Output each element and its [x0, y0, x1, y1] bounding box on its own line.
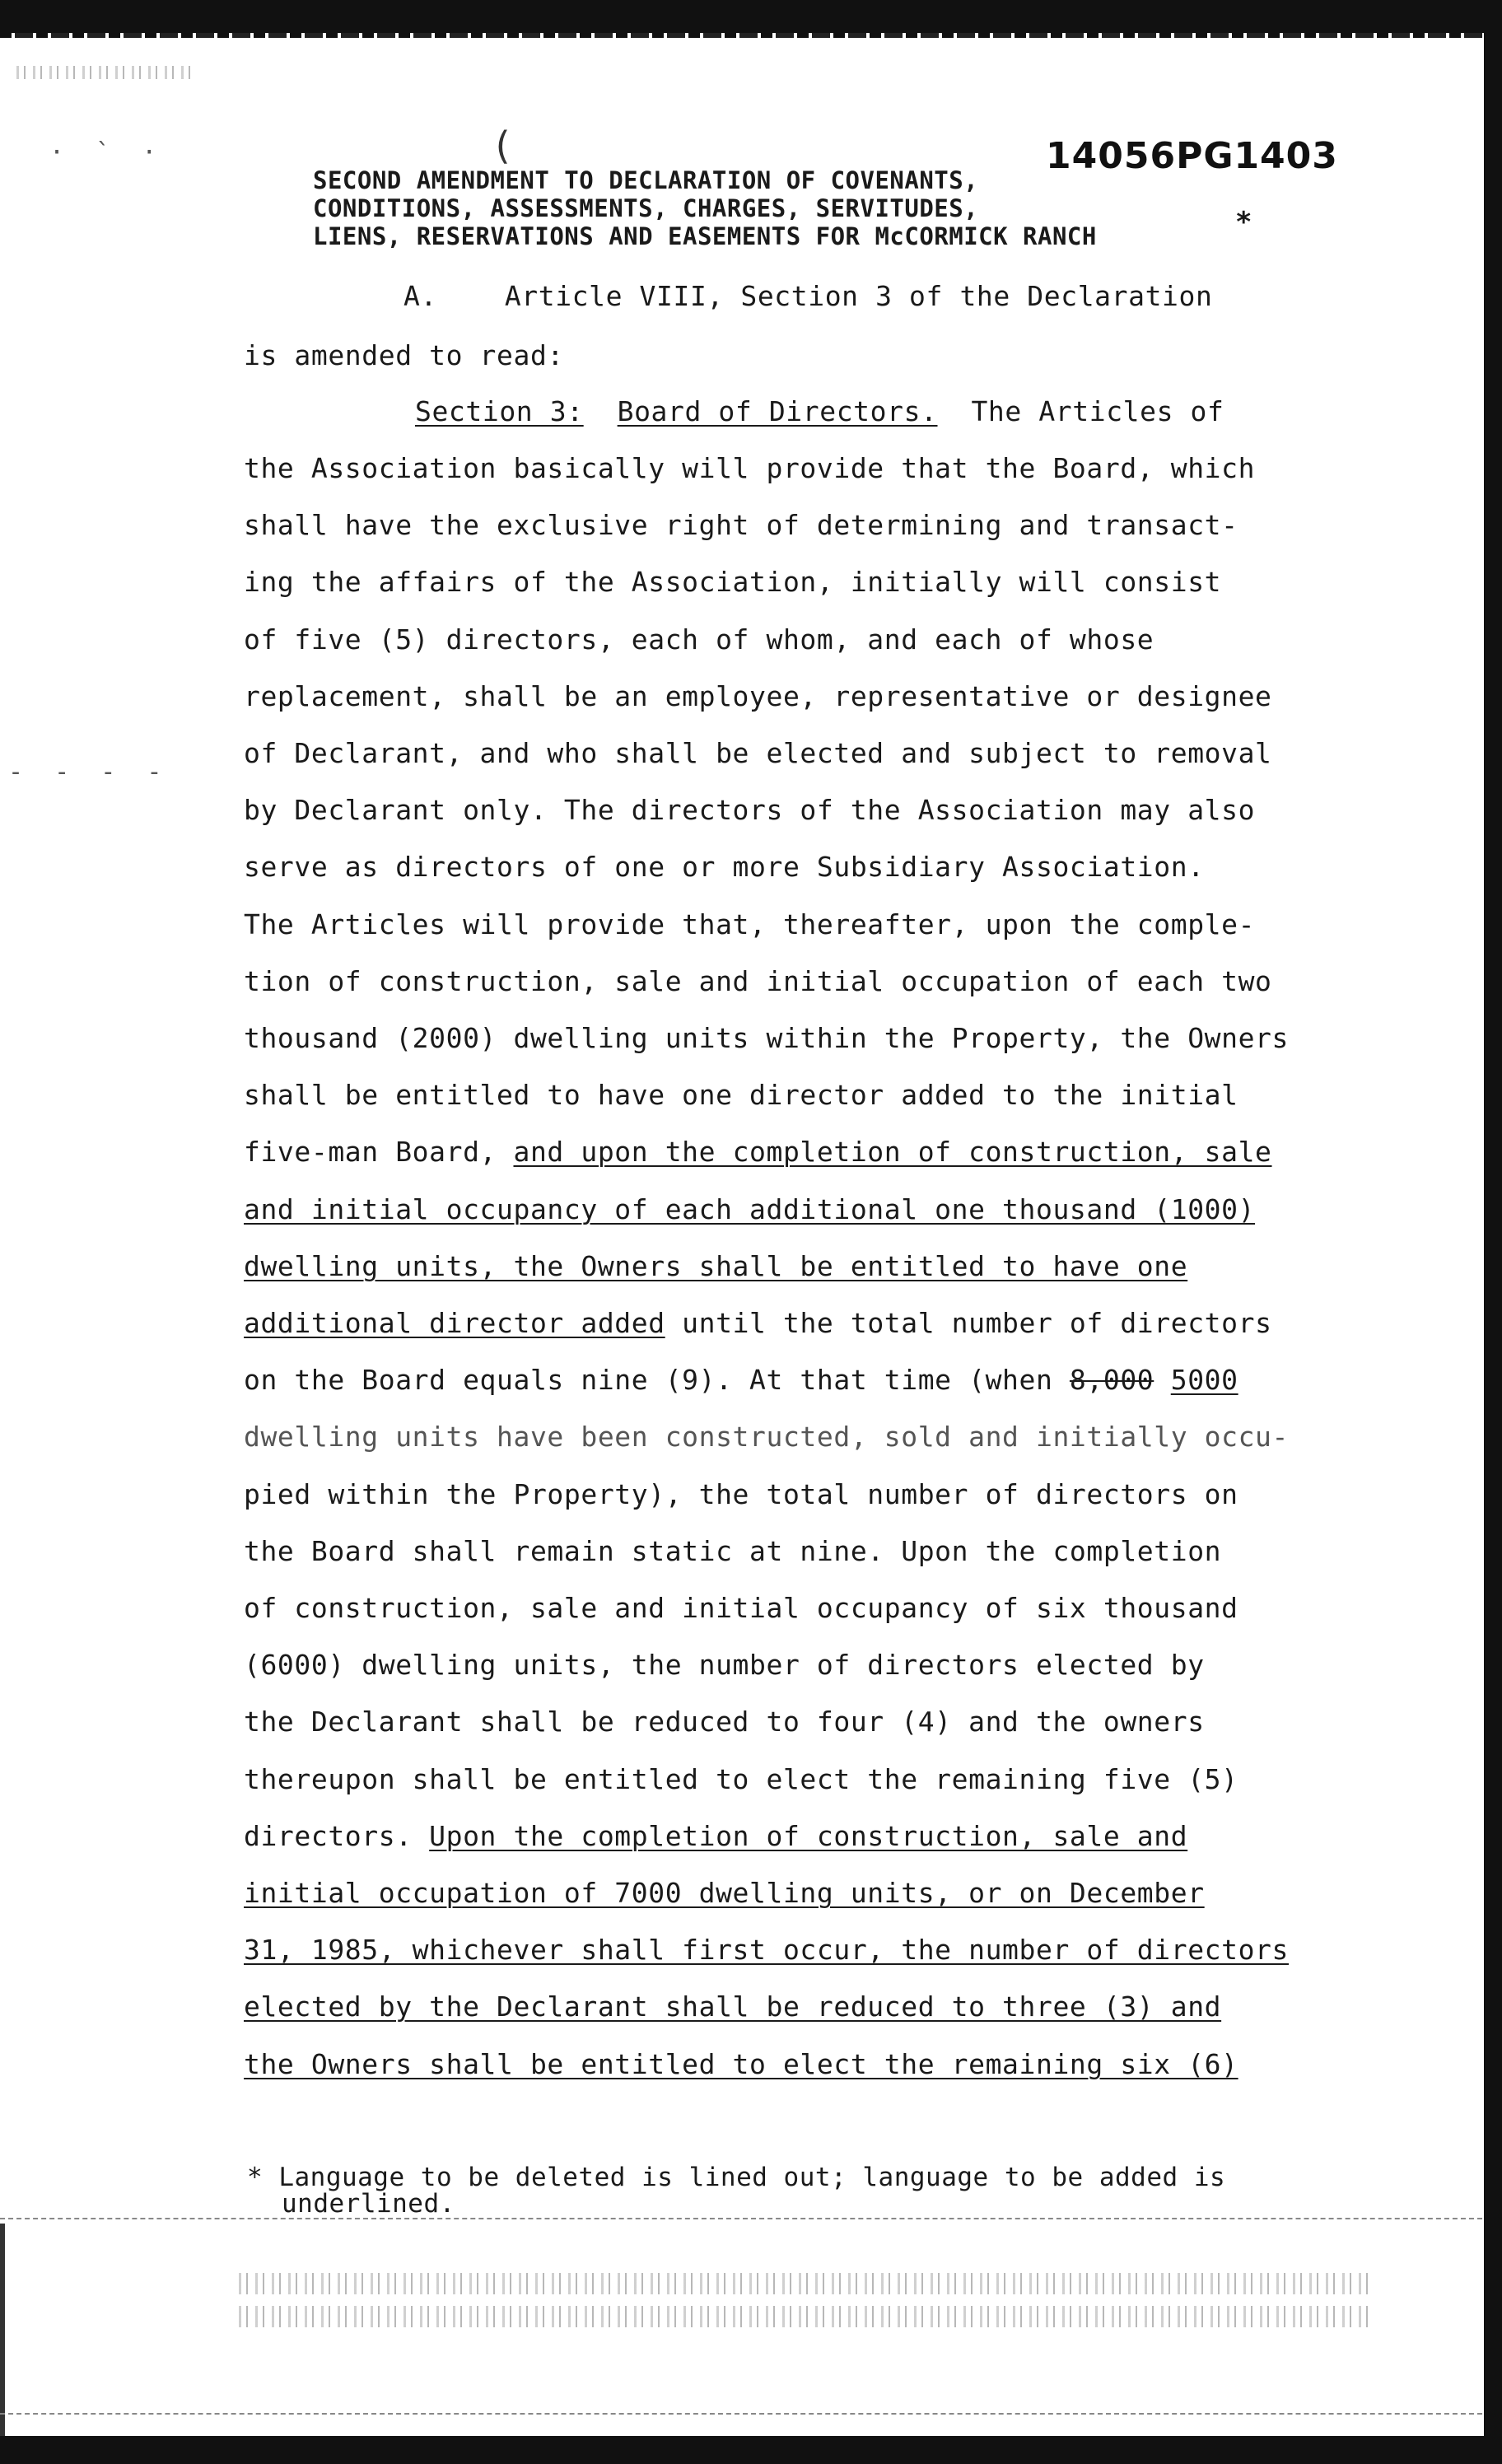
paragraph-a-text: Article VIII, Section 3 of the Declaration: [504, 280, 1213, 312]
section-line: [244, 737, 1380, 770]
text-run: the Declarant shall be reduced to four (4) and the owners: [244, 1706, 1205, 1738]
text-run: Upon the completion of construction, sale and: [429, 1820, 1188, 1852]
title-line: CONDITIONS, ASSESSMENTS, CHARGES, SERVITUDES,: [313, 194, 979, 222]
document-number: 14056PG1403: [1046, 135, 1338, 177]
section-line: [244, 1136, 1380, 1169]
scan-dashed-line: [0, 2218, 1482, 2219]
section-line: [244, 1535, 1380, 1568]
title-line: LIENS, RESERVATIONS AND EASEMENTS FOR McCORMICK RANCH: [313, 222, 1097, 250]
section-line: [244, 509, 1380, 542]
text-run: dwelling units, the Owners shall be entitled to have one: [244, 1250, 1188, 1282]
section-line: [244, 1877, 1380, 1910]
text-run: of five (5) directors, each of whom, and each of whose: [244, 623, 1154, 656]
section-heading-title: Board of Directors.: [617, 395, 938, 427]
text-run: until the total number of directors: [665, 1307, 1272, 1339]
section-line: [244, 1820, 1380, 1853]
margin-mark: - - - -: [8, 758, 170, 786]
section-line: [244, 1934, 1380, 1967]
text-run: tion of construction, sale and initial occupation of each two: [244, 965, 1272, 997]
section-line: [244, 851, 1380, 884]
section-line: [244, 1763, 1380, 1796]
title-asterisk: *: [1235, 206, 1252, 239]
scan-border-top: [0, 0, 1502, 38]
section-line: [244, 1079, 1380, 1112]
paragraph-a-line: [403, 280, 1502, 313]
section-line: [244, 1706, 1380, 1738]
text-run: The Articles of: [971, 395, 1224, 427]
footnote: [247, 2164, 1350, 2217]
text-run: thousand (2000) dwelling units within the Property, the Owners: [244, 1022, 1289, 1054]
text-run: elected by the Declarant shall be reduced to three (3) and: [244, 1990, 1222, 2023]
text-run: of Declarant, and who shall be elected and subject to removal: [244, 737, 1272, 769]
scan-dashed-line: [0, 2413, 1482, 2415]
footnote-line: * Language to be deleted is lined out; language to be added is: [247, 2163, 1226, 2192]
text-run: the Board shall remain static at nine. Upon the completion: [244, 1535, 1222, 1567]
text-run: five-man Board,: [244, 1136, 514, 1168]
text-run: [1154, 1364, 1170, 1396]
text-run: shall be entitled to have one director added to the initial: [244, 1079, 1238, 1111]
scan-speckle: [239, 2306, 1375, 2327]
text-run: 31, 1985, whichever shall first occur, the number of directors: [244, 1934, 1289, 1966]
text-run: dwelling units have been constructed, sold and initially occu-: [244, 1421, 1289, 1453]
section-line: [244, 1592, 1380, 1625]
section-line: [244, 1250, 1380, 1283]
text-run: additional director added: [244, 1307, 665, 1339]
section-line: [244, 1193, 1380, 1226]
title-line: SECOND AMENDMENT TO DECLARATION OF COVENANTS,: [313, 166, 979, 194]
text-run: by Declarant only. The directors of the Association may also: [244, 794, 1256, 826]
section-line: [244, 566, 1380, 599]
text-run: ing the affairs of the Association, initially will consist: [244, 566, 1222, 598]
paragraph-a-line: is amended to read:: [244, 339, 564, 371]
scan-border-bottom: [0, 2436, 1502, 2464]
section-line: [244, 680, 1380, 713]
text-run: and initial occupancy of each additional one thousand (1000): [244, 1193, 1256, 1225]
text-run: pied within the Property), the total number of directors on: [244, 1478, 1238, 1510]
paragraph-label: A.: [403, 280, 437, 312]
section-line: [244, 623, 1380, 656]
scan-border-left: [0, 2224, 5, 2464]
section-line: [244, 1364, 1380, 1397]
margin-mark: · ` ·: [49, 138, 166, 167]
section-line: [244, 1307, 1380, 1340]
section-line: [244, 965, 1380, 998]
paren-mark: (: [491, 124, 514, 168]
section-line: [244, 1022, 1380, 1055]
scan-speckle: [239, 2273, 1375, 2294]
document-title: [313, 166, 1260, 250]
section-line: [244, 452, 1380, 485]
section-line: [244, 1649, 1380, 1682]
text-run: the Owners shall be entitled to elect the remaining six (6): [244, 2048, 1238, 2080]
text-run: replacement, shall be an employee, representative or designee: [244, 680, 1272, 712]
section-line: [244, 2048, 1380, 2081]
section-line: [244, 908, 1380, 941]
text-run: 5000: [1170, 1364, 1238, 1396]
text-run: shall have the exclusive right of determining and transact-: [244, 509, 1238, 541]
section-line: [244, 1478, 1380, 1511]
section-line: [244, 1990, 1380, 2023]
text-run: thereupon shall be entitled to elect the remaining five (5): [244, 1763, 1238, 1795]
section-heading-line: [415, 395, 1502, 428]
section-line: [244, 1421, 1380, 1454]
text-run: serve as directors of one or more Subsidiary Association.: [244, 851, 1205, 883]
text-run: 8,000: [1069, 1364, 1154, 1396]
text-run: initial occupation of 7000 dwelling units, or on December: [244, 1877, 1205, 1909]
section-line: [244, 794, 1380, 827]
section-heading: Section 3:: [415, 395, 584, 427]
text-run: directors.: [244, 1820, 430, 1852]
text-run: and upon the completion of construction, sale: [513, 1136, 1272, 1168]
text-run: of construction, sale and initial occupancy of six thousand: [244, 1592, 1238, 1624]
footnote-line: underlined.: [282, 2189, 455, 2219]
section-first-line: [971, 395, 1224, 427]
text-run: on the Board equals nine (9). At that time (when: [244, 1364, 1070, 1396]
text-run: the Association basically will provide that the Board, which: [244, 452, 1256, 484]
scan-border-right: [1484, 0, 1502, 2464]
text-run: The Articles will provide that, thereafter, upon the comple-: [244, 908, 1256, 940]
text-run: (6000) dwelling units, the number of directors elected by: [244, 1649, 1205, 1681]
scan-speckle: [16, 66, 198, 79]
